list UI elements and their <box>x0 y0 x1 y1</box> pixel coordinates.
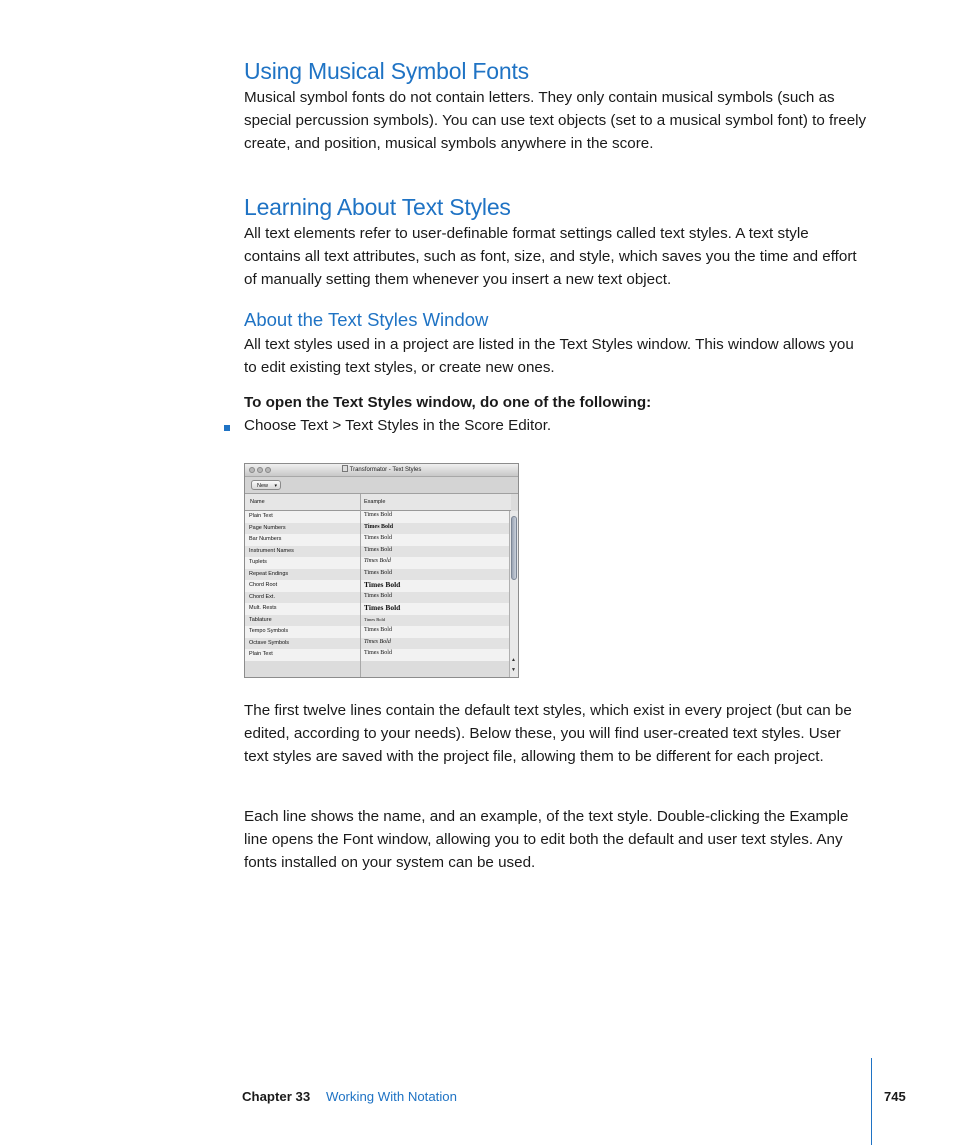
scroll-down-arrow-icon: ▼ <box>511 667 516 673</box>
document-icon <box>342 465 348 472</box>
style-name: Bar Numbers <box>249 536 282 542</box>
window-title: Transformator - Text Styles <box>245 465 518 473</box>
footer-divider <box>871 1058 872 1145</box>
column-divider <box>360 494 361 678</box>
column-name-header: Name <box>250 499 265 505</box>
heading-learning-text-styles: Learning About Text Styles <box>244 194 511 220</box>
table-row <box>245 546 511 558</box>
paragraph-musical-symbol-fonts: Musical symbol fonts do not contain letters. They only contain musical symbols (such as special percussion symbols). You can use text objects (set to a musical symbol font) to freely create, and position, musical symbols anywhere in the score. <box>244 89 867 152</box>
style-name: Plain Text <box>249 651 273 657</box>
table-row <box>245 649 511 661</box>
paragraph-default-styles: The first twelve lines contain the default text styles, which exist in every project (but can be edited, according to your needs). Below these, you will find user-created text styles. User text styles are saved with the project file, allowing them to be different for each project. <box>244 702 852 765</box>
style-example: Times Bold <box>364 569 392 576</box>
style-example: Times Bold <box>364 535 392 541</box>
style-name: Mult. Rests <box>249 605 277 611</box>
table-row <box>245 638 511 650</box>
table-row <box>245 626 511 638</box>
chevron-down-icon: ▾ <box>274 483 277 489</box>
style-example: Times Bold <box>364 580 401 589</box>
style-name: Plain Text <box>249 513 273 519</box>
task-lead: To open the Text Styles window, do one of the following: <box>244 394 652 411</box>
table-row <box>245 603 511 615</box>
style-name: Octave Symbols <box>249 639 290 646</box>
page-number: 745 <box>884 1089 906 1104</box>
table-row <box>245 569 511 581</box>
table-row <box>245 534 511 546</box>
style-example: Times Bold <box>364 592 392 599</box>
table-row <box>245 615 511 627</box>
footer-chapter: Chapter 33 <box>242 1089 311 1104</box>
heading-text-styles-window: About the Text Styles Window <box>244 309 489 330</box>
table-row <box>245 580 511 592</box>
column-example-header: Example <box>364 499 386 505</box>
style-name: Tablature <box>249 616 272 623</box>
style-example: Times Bold <box>364 638 391 645</box>
style-example: Times Bold <box>364 603 401 612</box>
style-name: Page Numbers <box>249 524 286 531</box>
style-example: Times Bold <box>364 512 392 518</box>
style-name: Tuplets <box>249 559 267 565</box>
styles-list <box>245 511 511 661</box>
table-row <box>245 523 511 535</box>
style-example: Times Bold <box>364 627 392 633</box>
text-styles-window-screenshot <box>244 463 519 678</box>
bullet-item: Choose Text > Text Styles in the Score Editor. <box>244 417 552 434</box>
scrollbar <box>509 511 518 678</box>
paragraph-each-line: Each line shows the name, and an example, of the text style. Double-clicking the Example line opens the Font window, allowing you to edit both the default and user text styles. Any fonts installed on your system can be used. <box>244 808 849 871</box>
style-name: Chord Ext. <box>249 593 275 600</box>
style-name: Tempo Symbols <box>249 628 289 634</box>
table-row <box>245 557 511 569</box>
table-row <box>245 592 511 604</box>
window-toolbar <box>245 477 518 494</box>
style-name: Repeat Endings <box>249 570 289 577</box>
style-example: Times Bold <box>364 523 394 530</box>
scroll-thumb <box>511 516 517 580</box>
style-name: Instrument Names <box>249 547 294 554</box>
style-example: Times Bold <box>364 650 392 656</box>
heading-musical-symbol-fonts: Using Musical Symbol Fonts <box>244 58 529 84</box>
column-header <box>245 494 511 511</box>
style-example: Times Bold <box>364 546 392 553</box>
style-example: Times Bold <box>364 616 385 622</box>
paragraph-text-styles: All text elements refer to user-definable format settings called text styles. A text style contains all text attributes, such as font, size, and style, which saves you the time and effort of manually setting them whenever you insert a new text object. <box>244 225 857 288</box>
paragraph-text-styles-window: All text styles used in a project are listed in the Text Styles window. This window allows you to edit existing text styles, or create new ones. <box>244 336 854 376</box>
new-button: New ▾ <box>251 480 281 490</box>
window-titlebar <box>245 464 518 477</box>
scroll-up-arrow-icon: ▲ <box>511 657 516 663</box>
footer-chapter-title: Working With Notation <box>326 1089 457 1104</box>
style-example: Times Bold <box>364 558 391 564</box>
table-row <box>245 511 511 523</box>
bullet-square-icon <box>224 425 230 431</box>
style-name: Chord Root <box>249 582 278 588</box>
